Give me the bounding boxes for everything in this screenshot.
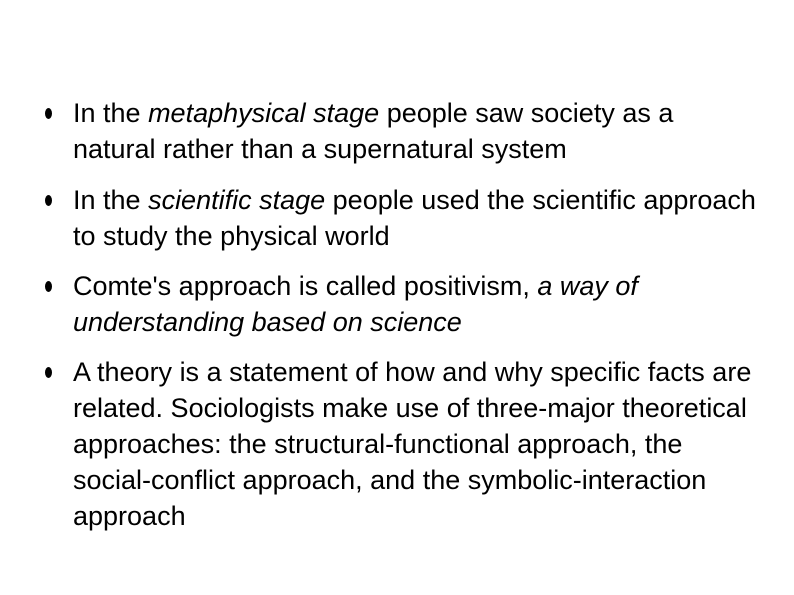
bullet-theory — [73, 354, 763, 534]
bullet-3-emphasis: a way of understanding based on science — [73, 271, 638, 337]
bullet-1-text-end: people saw society as a natural rather than a supernatural system — [73, 98, 674, 164]
bullet-4-text: A theory is a statement of how and why specific facts are related. Sociologists make use of three-major theoretical approaches: the structural-functional approach, the social-conflict approach, and the symbolic-interaction approach — [73, 357, 752, 531]
bullet-scientific-stage — [73, 182, 763, 254]
bullet-1-text-start: In the — [73, 98, 149, 128]
bullet-1-emphasis: metaphysical stage — [148, 98, 380, 128]
bullet-positivism — [73, 268, 763, 340]
bullet-2-text-end: people used the scientific approach to study the physical world — [73, 185, 756, 251]
bullet-list — [73, 95, 763, 534]
bullet-3-text-start: Comte's approach is called positivism, — [73, 271, 538, 301]
bullet-2-text-start: In the — [73, 185, 149, 215]
bullet-2-emphasis: scientific stage — [148, 185, 326, 215]
bullet-metaphysical-stage — [73, 95, 763, 167]
